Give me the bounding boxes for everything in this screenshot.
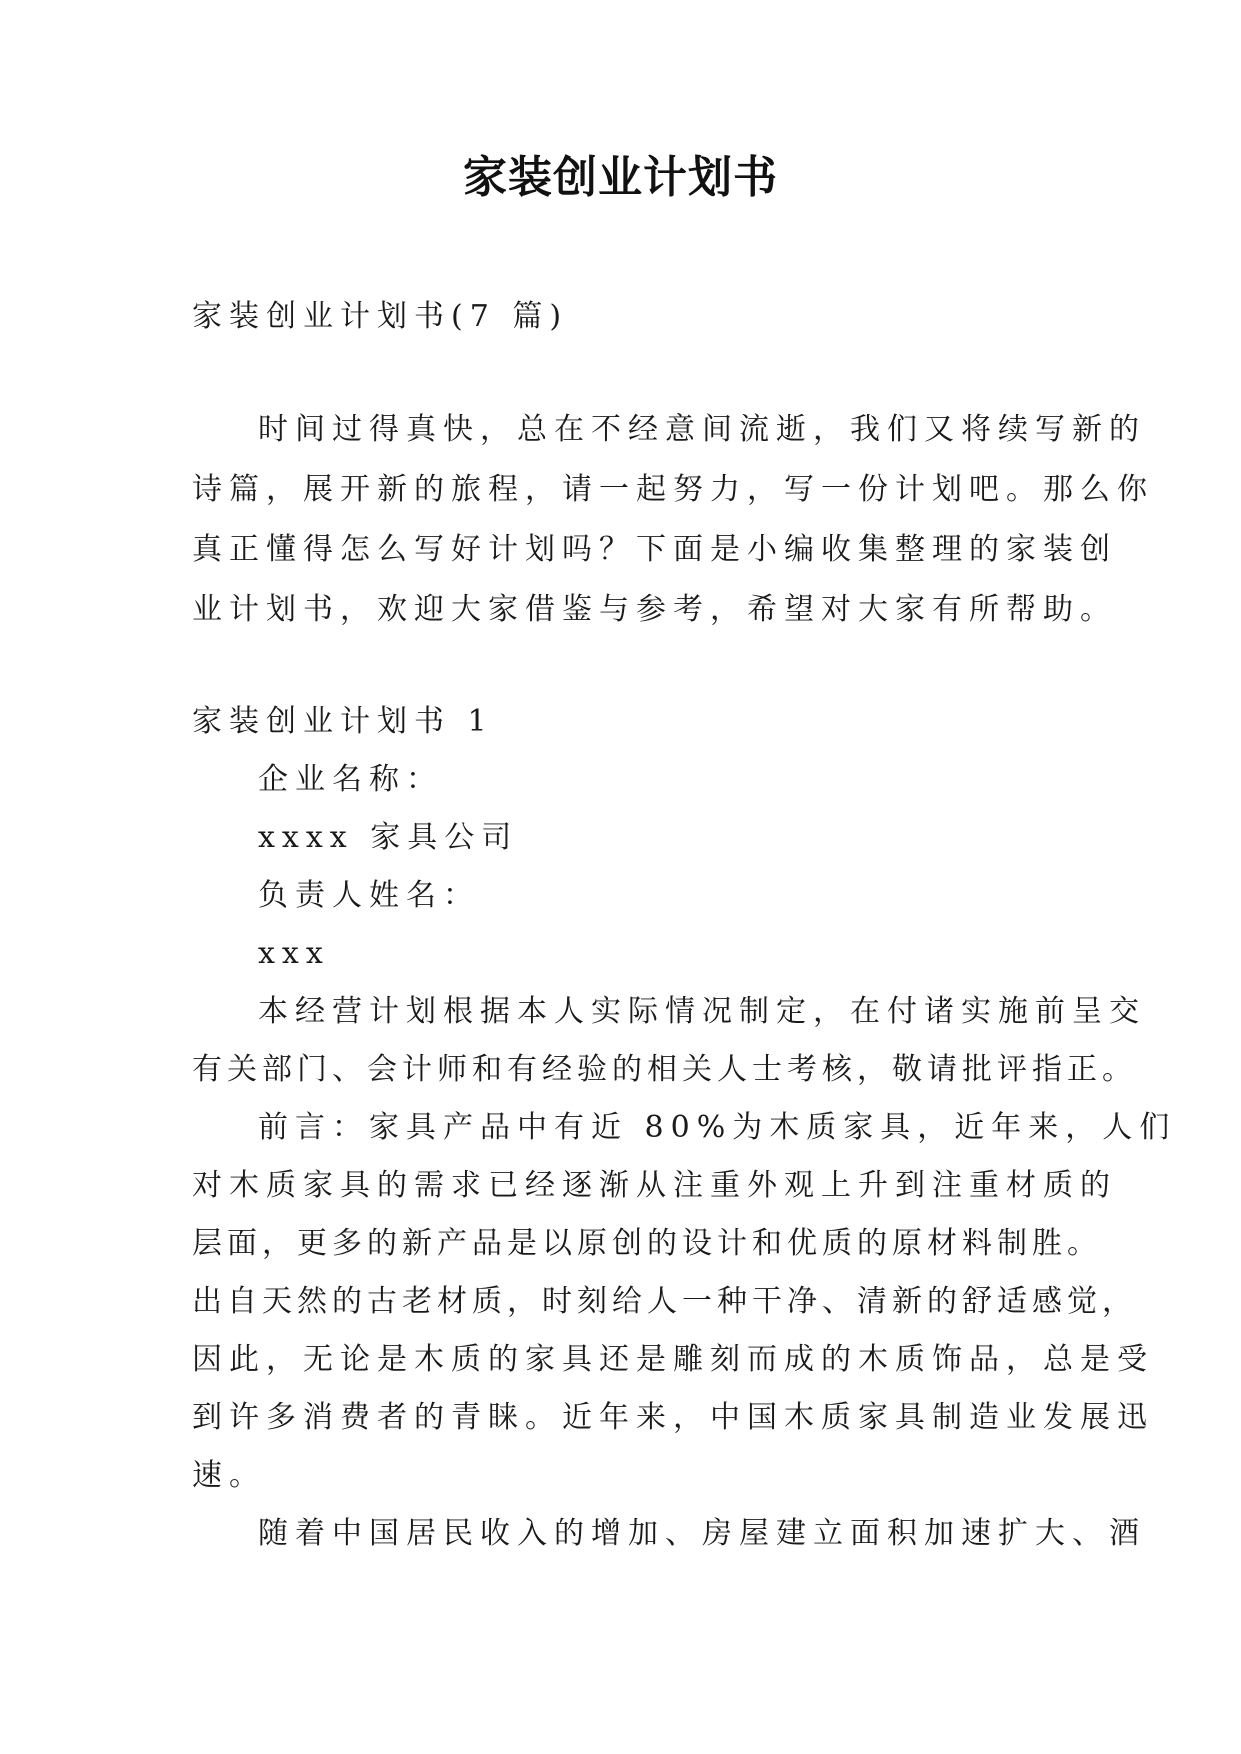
preface-line: 前言：家具产品中有近 80%为木质家具，近年来，人们 <box>258 1110 1177 1145</box>
owner-value: xxx <box>258 936 330 971</box>
document-subtitle: 家装创业计划书(7 篇) <box>192 299 569 334</box>
intro-line: 业计划书，欢迎大家借鉴与参考，希望对大家有所帮助。 <box>192 592 1117 627</box>
document-title: 家装创业计划书 <box>463 152 778 203</box>
section-heading: 家装创业计划书 1 <box>192 704 494 739</box>
preface-line: 出自天然的古老材质，时刻给人一种干净、清新的舒适感觉， <box>192 1284 1137 1319</box>
preface-line: 因此，无论是木质的家具还是雕刻而成的木质饰品，总是受 <box>192 1342 1154 1377</box>
preface-line: 对木质家具的需求已经逐渐从注重外观上升到注重材质的 <box>192 1168 1117 1203</box>
plan-line: 本经营计划根据本人实际情况制定，在付诸实施前呈交 <box>258 994 1146 1029</box>
intro-line: 真正懂得怎么写好计划吗？下面是小编收集整理的家装创 <box>192 532 1117 567</box>
owner-label: 负责人姓名： <box>258 878 480 913</box>
plan-line: 有关部门、会计师和有经验的相关人士考核，敬请批评指正。 <box>192 1052 1137 1087</box>
preface-line: 速。 <box>192 1458 266 1493</box>
preface-line: 到许多消费者的青睐。近年来，中国木质家具制造业发展迅 <box>192 1400 1154 1435</box>
paragraph-line: 随着中国居民收入的增加、房屋建立面积加速扩大、酒 <box>258 1516 1146 1551</box>
company-label: 企业名称： <box>258 762 443 797</box>
intro-line: 时间过得真快，总在不经意间流逝，我们又将续写新的 <box>258 412 1146 447</box>
company-value: xxxx 家具公司 <box>258 820 519 855</box>
intro-line: 诗篇，展开新的旅程，请一起努力，写一份计划吧。那么你 <box>192 472 1154 507</box>
preface-line: 层面，更多的新产品是以原创的设计和优质的原材料制胜。 <box>192 1226 1102 1261</box>
